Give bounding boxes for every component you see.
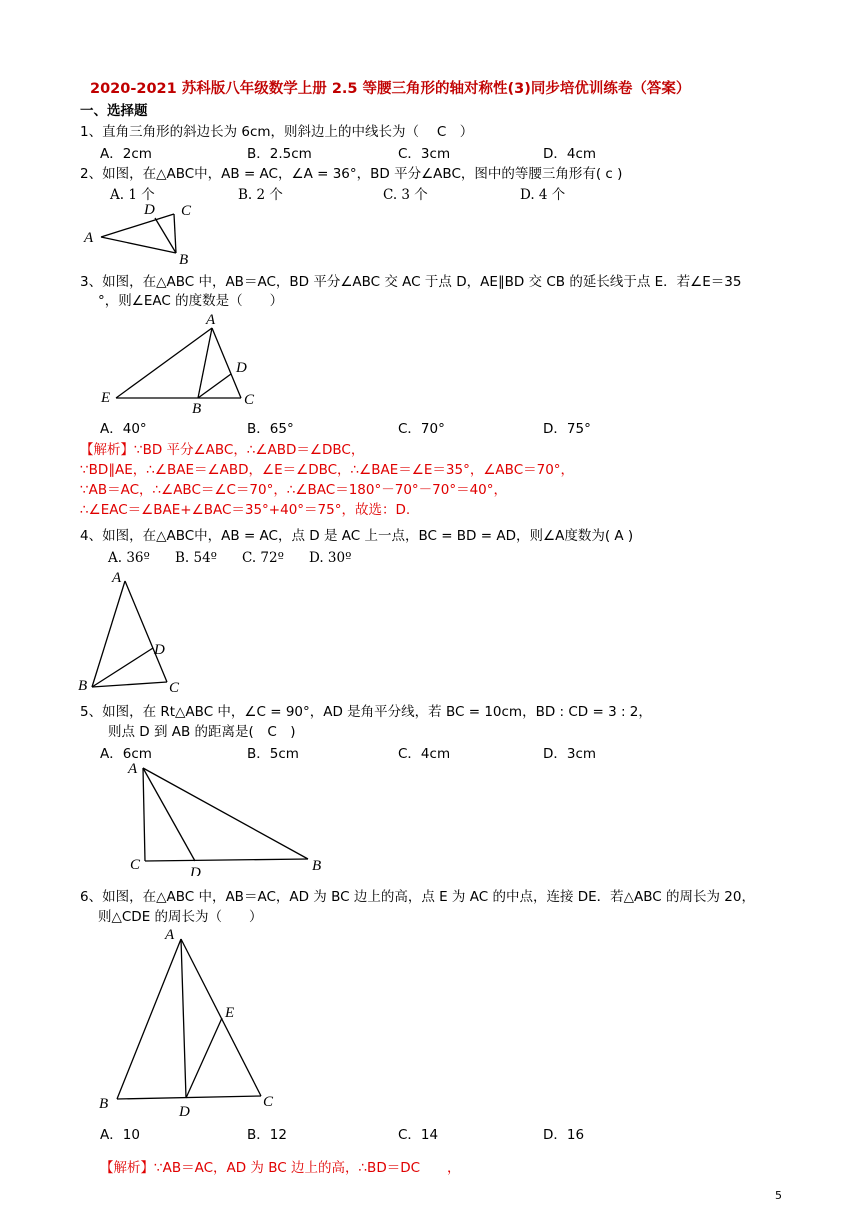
- q2-label-b: B: [179, 252, 189, 268]
- q5-figure: [118, 758, 333, 876]
- question-4: 4、如图，在△ABC中，AB = AC，点 D 是 AC 上一点，BC = BD = AD，则∠A度数为( A ): [80, 528, 634, 544]
- q5-label-c: C: [130, 857, 141, 873]
- q4-label-c: C: [169, 680, 180, 696]
- q3-analysis-line3: ∵AB＝AC，∴∠ABC＝∠C＝70°，∴∠BAC＝180°－70°－70°＝40°，: [80, 482, 508, 498]
- q1-option-b: B．2.5cm: [247, 146, 312, 162]
- q6-analysis: 【解析】∵AB＝AC，AD 为 BC 边上的高，∴BD＝DC ，: [100, 1160, 461, 1176]
- q6-label-a: A: [165, 927, 175, 943]
- q3-analysis-line4: ∴∠EAC＝∠BAE+∠BAC＝35°+40°＝75°，故选：D.: [80, 502, 411, 518]
- q6-label-d: D: [179, 1104, 190, 1120]
- q6-option-d: D．16: [543, 1127, 585, 1143]
- q3-label-a: A: [206, 312, 216, 328]
- q3-figure: [95, 310, 275, 415]
- q1-option-c: C．3cm: [398, 146, 451, 162]
- q2-option-a: A. 1 个: [110, 187, 155, 203]
- q3-option-c: C．70°: [398, 421, 445, 437]
- q1-option-d: D．4cm: [543, 146, 597, 162]
- q4-option-d: D. 30º: [309, 550, 352, 566]
- q4-label-b: B: [78, 678, 88, 694]
- q3-label-b: B: [192, 401, 202, 415]
- question-6-line1: 6、如图，在△ABC 中，AB＝AC，AD 为 BC 边上的高，点 E 为 AC 的中点，连接 DE．若△ABC 的周长为 20，: [80, 889, 755, 905]
- question-1: 1、直角三角形的斜边长为 6cm，则斜边上的中线长为（ C ）: [80, 124, 474, 140]
- q3-option-b: B．65°: [247, 421, 294, 437]
- q4-option-b: B. 54º: [175, 550, 218, 566]
- q6-label-b: B: [99, 1096, 109, 1112]
- q2-figure: [80, 198, 210, 268]
- q2-option-b: B. 2 个: [238, 187, 283, 203]
- q4-label-a: A: [112, 570, 122, 586]
- q6-option-a: A．10: [100, 1127, 140, 1143]
- question-2: 2、如图，在△ABC中，AB = AC，∠A = 36°，BD 平分∠ABC，图中的等腰三角形有( c ): [80, 166, 623, 182]
- q3-option-d: D．75°: [543, 421, 591, 437]
- q1-option-a: A．2cm: [100, 146, 152, 162]
- question-3-line1: 3、如图，在△ABC 中，AB＝AC，BD 平分∠ABC 交 AC 于点 D，AE∥BD 交 CB 的延长线于点 E．若∠E＝35: [80, 274, 742, 290]
- document-title: 2020-2021 苏科版八年级数学上册 2.5 等腰三角形的轴对称性(3)同步培优训练卷（答案）: [90, 81, 691, 97]
- q5-option-d: D．3cm: [543, 746, 597, 762]
- q3-option-a: A．40°: [100, 421, 147, 437]
- q6-label-c: C: [263, 1094, 274, 1110]
- question-5-line1: 5、如图，在 Rt△ABC 中，∠C = 90°，AD 是角平分线，若 BC = 10cm，BD : CD = 3 : 2，: [80, 704, 652, 720]
- q3-label-d: D: [236, 360, 247, 376]
- q2-label-a: A: [84, 230, 94, 246]
- q3-label-c: C: [244, 392, 255, 408]
- q4-option-a: A. 36º: [108, 550, 150, 566]
- q4-label-d: D: [154, 642, 165, 658]
- page-number: 5: [775, 1189, 782, 1202]
- q3-analysis-line2: ∵BD∥AE，∴∠BAE＝∠ABD，∠E＝∠DBC，∴∠BAE＝∠E＝35°，∠ABC＝70°，: [80, 462, 575, 478]
- q5-option-b: B．5cm: [247, 746, 299, 762]
- q5-option-a: A．6cm: [100, 746, 152, 762]
- q3-label-e: E: [101, 390, 111, 406]
- q6-option-c: C．14: [398, 1127, 439, 1143]
- q5-label-b: B: [312, 858, 322, 874]
- q6-option-b: B．12: [247, 1127, 287, 1143]
- q3-analysis-line1: 【解析】∵BD 平分∠ABC，∴∠ABD＝∠DBC，: [80, 442, 365, 458]
- q2-option-d: D. 4 个: [520, 187, 566, 203]
- question-6-line2: 则△CDE 的周长为（ ）: [98, 909, 263, 925]
- q5-label-a: A: [128, 761, 138, 777]
- q2-option-c: C. 3 个: [383, 187, 428, 203]
- section-heading: 一、选择题: [80, 103, 148, 119]
- q5-label-d: D: [190, 865, 201, 876]
- q4-option-c: C. 72º: [242, 550, 284, 566]
- q4-figure: [70, 568, 200, 700]
- q5-option-c: C．4cm: [398, 746, 451, 762]
- q6-label-e: E: [225, 1005, 235, 1021]
- q2-label-c: C: [181, 203, 192, 219]
- q6-figure: [95, 922, 285, 1122]
- question-5-line2: 则点 D 到 AB 的距离是( C ): [108, 724, 296, 740]
- question-3-line2: °，则∠EAC 的度数是（ ）: [98, 293, 284, 309]
- q2-label-d: D: [144, 202, 155, 218]
